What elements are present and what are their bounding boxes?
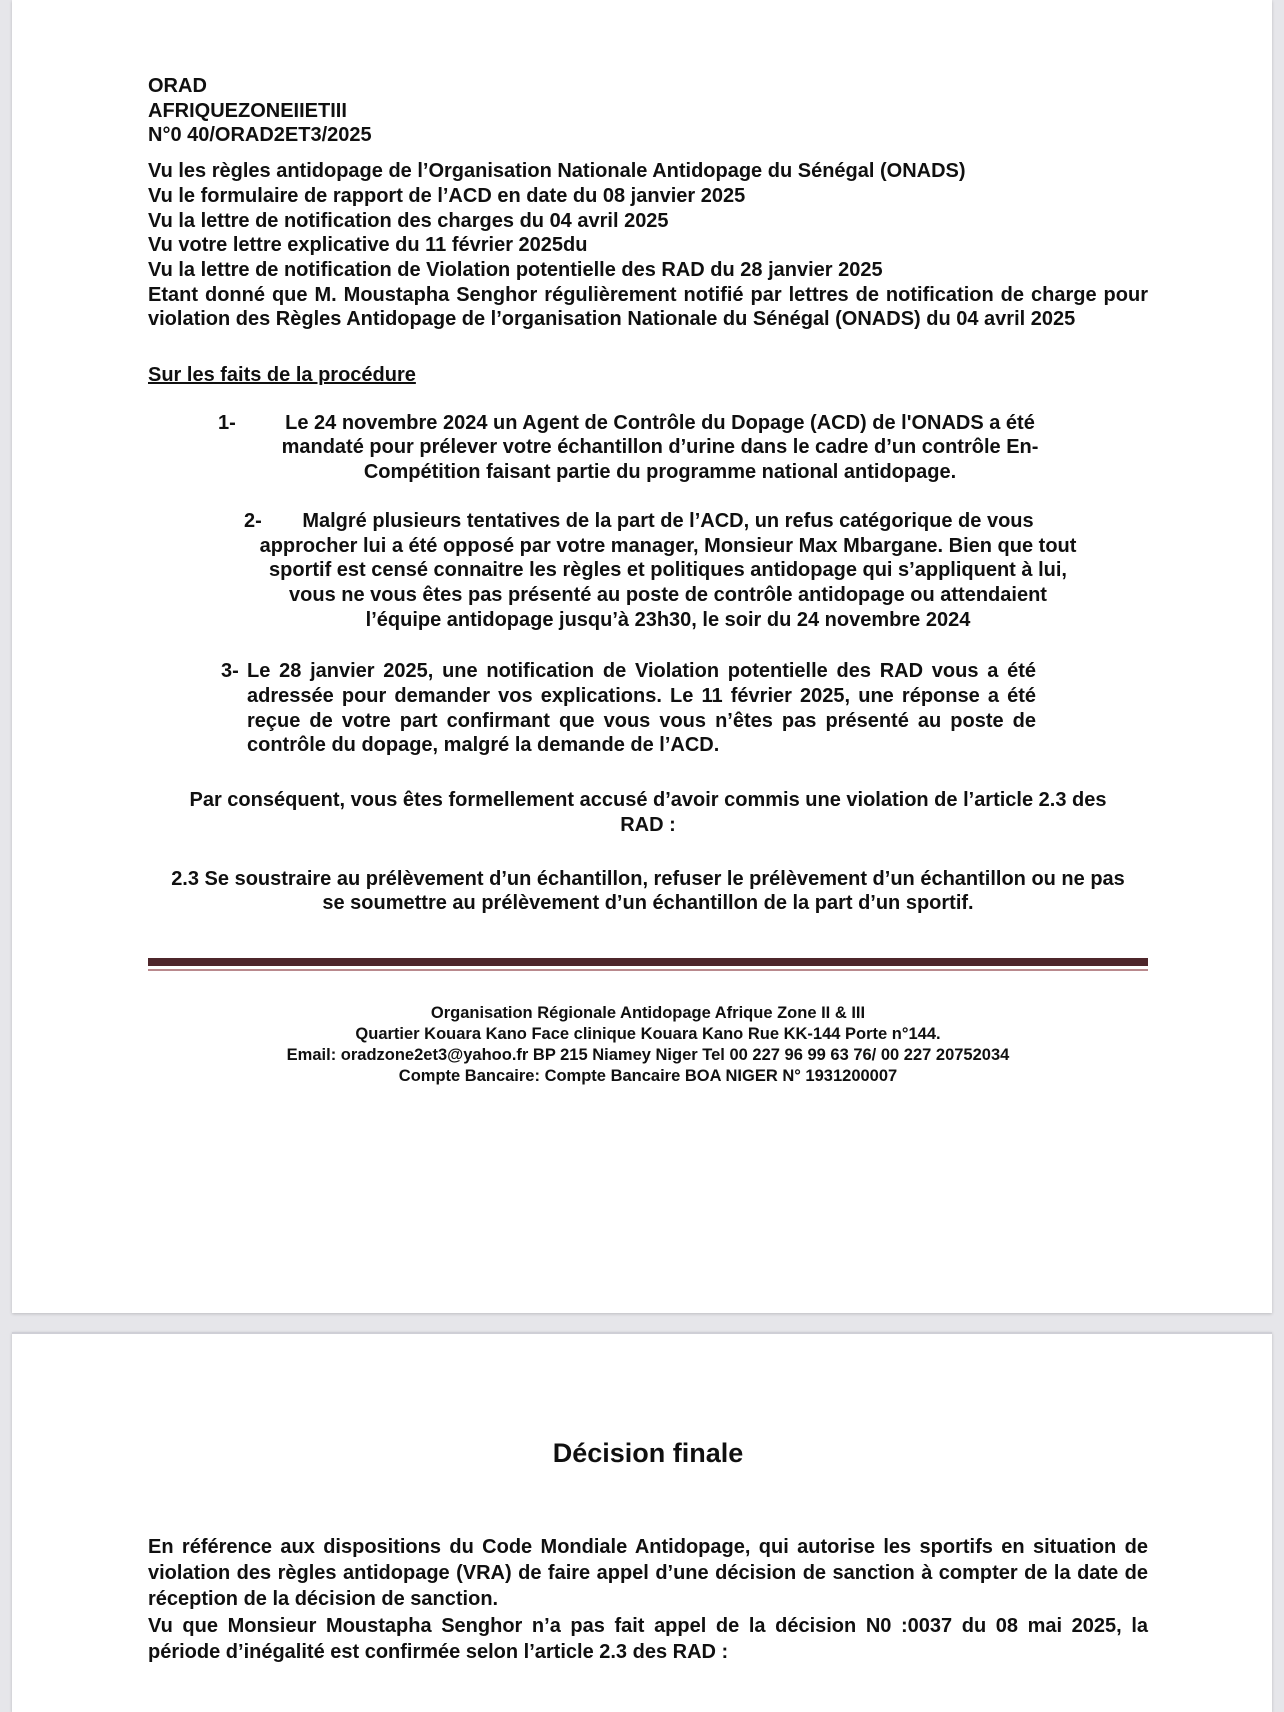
preamble-line: Vu la lettre de notification de Violation potentielle des RAD du 28 janvier 2025 [148, 258, 883, 281]
preamble-line: Vu les règles antidopage de l’Organisation Nationale Antidopage du Sénégal (ONADS) [148, 160, 966, 183]
item-1-text: Le 24 novembre 2024 un Agent de Contrôle du Dopage (ACD) de l'ONADS a été mandaté pour prélever votre échantillon d’urine dans le cadre d’un contrôle En-Compétition faisant partie du programme national antidopage. [281, 411, 1039, 484]
decision-paragraph: Vu que Monsieur Moustapha Senghor n’a pas fait appel de la décision N0 :0037 du 08 mai 2025, la période d’inégalité est confirmée selon l’article 2.3 des RAD : [148, 1614, 1148, 1663]
document-page-2 [12, 1332, 1272, 1712]
item-2-text: Malgré plusieurs tentatives de la part de l’ACD, un refus catégorique de vous approcher lui a été opposé par votre manager, Monsieur Max Mbargane. Bien que tout sportif est censé connaitre les règles et politiques antidopage qui s’appliquent à lui, vous ne vous êtes pas présenté au poste de contrôle antidopage ou attendaient l’équipe antidopage jusqu’à 23h30, le soir du 24 novembre 2024 [259, 509, 1077, 631]
document-page-1 [12, 0, 1272, 1313]
separator-thick-bar [148, 958, 1148, 966]
footer-separator-rule [148, 958, 1148, 971]
decision-paragraph: En référence aux dispositions du Code Mondiale Antidopage, qui autorise les sportifs en situation de violation des règles antidopage (VRA) de faire appel d’une décision de sanction à compter de la date de réception de la décision de sanction. [148, 1536, 1148, 1611]
decision-finale-title: Décision finale [552, 1438, 744, 1468]
letterhead-zone: AFRIQUEZONEIIETIII [148, 99, 347, 122]
item-2-marker: 2- [244, 509, 262, 532]
article-2-3-citation: 2.3 Se soustraire au prélèvement d’un échantillon, refuser le prélèvement d’un échantillon ou ne pas se soumettre au prélèvement d’un échantillon de la part d’un sportif. [171, 867, 1125, 915]
preamble-etant-donne: Etant donné que M. Moustapha Senghor régulièrement notifié par lettres de notification de charge pour violation des Règles Antidopage de l’organisation Nationale du Sénégal (ONADS) du 04 avril 2025 [148, 283, 1148, 331]
footer-org-name: Organisation Régionale Antidopage Afrique Zone II & III [430, 1003, 866, 1022]
numbered-item-3 [148, 659, 1148, 758]
letterhead-reference-number: N°0 40/ORAD2ET3/2025 [148, 124, 372, 147]
numbered-item-1 [148, 411, 1148, 485]
item-1-marker: 1- [218, 411, 236, 434]
preamble-line: Vu votre lettre explicative du 11 février 2025du [148, 234, 588, 257]
letterhead [148, 74, 1148, 148]
separator-thin-bar [148, 969, 1148, 971]
footer-bank-account: Compte Bancaire: Compte Bancaire BOA NIGER N° 1931200007 [398, 1066, 898, 1085]
item-3-marker: 3- [221, 660, 239, 683]
letterhead-org: ORAD [148, 75, 207, 97]
decision-body [148, 1534, 1148, 1665]
preamble-block [148, 159, 1148, 332]
item-3-text: Le 28 janvier 2025, une notification de Violation potentielle des RAD vous a été adressée pour demander vos explications. Le 11 février 2025, une réponse a été reçue de votre part confirmant que vous vous n’êtes pas présenté au poste de contrôle du dopage, malgré la demande de l’ACD. [247, 660, 1036, 757]
numbered-item-2 [148, 509, 1148, 633]
accusation-paragraph: Par conséquent, vous êtes formellement accusé d’avoir commis une violation de l’article 2.3 des RAD : [189, 789, 1107, 836]
preamble-line: Vu la lettre de notification des charges du 04 avril 2025 [148, 209, 669, 232]
letter-footer [148, 1003, 1148, 1087]
section-heading-faits: Sur les faits de la procédure [148, 364, 416, 387]
footer-contact: Email: oradzone2et3@yahoo.fr BP 215 Niamey Niger Tel 00 227 96 99 63 76/ 00 227 20752034 [286, 1045, 1010, 1064]
preamble-line: Vu le formulaire de rapport de l’ACD en date du 08 janvier 2025 [148, 184, 746, 207]
footer-address: Quartier Kouara Kano Face clinique Kouara Kano Rue KK-144 Porte n°144. [355, 1024, 941, 1043]
